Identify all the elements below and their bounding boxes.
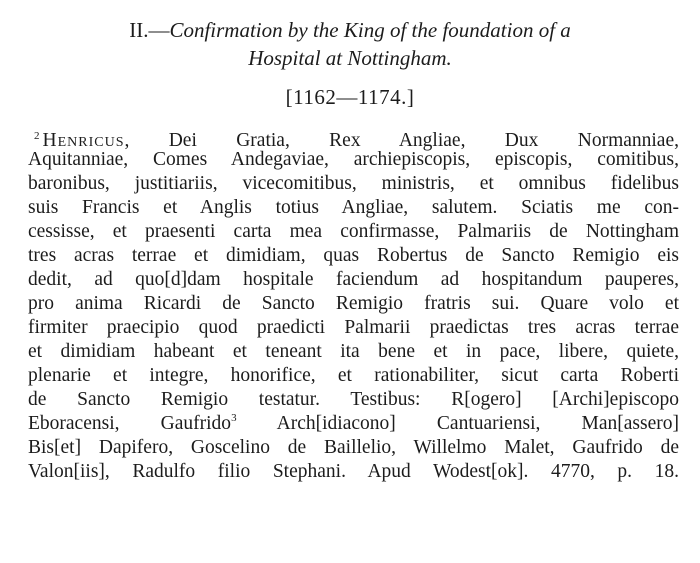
text-line-10: et dimidiam habeant et teneant ita bene et in pace, libere, quiete, xyxy=(28,341,679,362)
footnote-marker-2: 3 xyxy=(231,412,237,424)
text-line-5: cessisse, et praesenti carta mea confirmasse, Palmariis de Nottingham xyxy=(28,221,679,242)
text-line-15: Valon[iis], Radulfo filio Stephani. Apud Wodest[ok]. 4770, p. 18. xyxy=(28,461,679,482)
text-line-8: pro anima Ricardi de Sancto Remigio fratris sui. Quare volo et xyxy=(28,293,679,314)
text-line-4: suis Francis et Anglis totius Angliae, salutem. Sciatis me con- xyxy=(28,197,679,218)
text-line-9: firmiter praecipio quod praedicti Palmarii praedictas tres acras terrae xyxy=(28,317,679,338)
charter-date: [1162—1174.] xyxy=(285,85,415,109)
opening-word: Henricus xyxy=(42,130,125,151)
text-line-6: tres acras terrae et dimidiam, quas Robertus de Sancto Remigio eis xyxy=(28,245,679,266)
text-line-2: Aquitanniae, Comes Andegaviae, archiepiscopis, episcopis, comitibus, xyxy=(28,149,679,170)
text-line-1-rest: , Dei Gratia, Rex Angliae, Dux Normanniae, xyxy=(124,130,679,151)
charter-number: II.— xyxy=(129,18,170,42)
footnote-marker: 2 xyxy=(34,130,40,142)
text-line-13-part-b: Arch[idiacono] Cantuariensi, Man[assero] xyxy=(236,413,679,434)
charter-title-part-2: Hospital at Nottingham. xyxy=(248,46,452,70)
text-line-7: dedit, ad quo[d]dam hospitale faciendum ad hospitandum pauperes, xyxy=(28,269,679,290)
charter-title-part-1: Confirmation by the King of the foundation of a xyxy=(169,18,571,42)
text-line-3: baronibus, justitiariis, vicecomitibus, ministris, et omnibus fidelibus xyxy=(28,173,679,194)
text-line-11: plenarie et integre, honorifice, et rationabiliter, sicut carta Roberti xyxy=(28,365,679,386)
text-line-14: Bis[et] Dapifero, Goscelino de Baillelio, Willelmo Malet, Gaufrido de xyxy=(28,437,679,458)
charter-heading-line-1 xyxy=(0,16,700,44)
text-line-13-part-a: Eboracensi, Gaufrido xyxy=(28,413,232,434)
text-line-13 xyxy=(28,412,679,436)
text-line-12: de Sancto Remigio testatur. Testibus: R[ogero] [Archi]episcopo xyxy=(28,389,679,410)
